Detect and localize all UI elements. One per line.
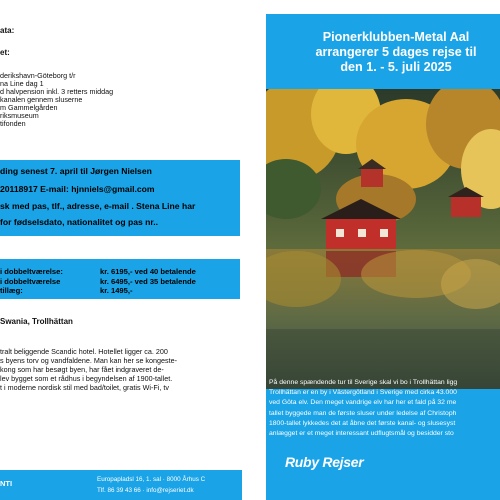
- booking-line: 20118917 E-mail: hjnniels@gmail.com: [0, 184, 155, 194]
- list-item: na Line dag 1: [0, 79, 44, 88]
- info-heading: ata:: [0, 26, 15, 35]
- list-item: d halvpension inkl. 3 retters middag: [0, 87, 114, 96]
- list-item: kanalen gennem sluserne: [0, 95, 83, 104]
- page-title: [266, 30, 500, 75]
- text-line: På denne spændende tur til Sverige skal vi bo i Trollhättan ligg: [269, 379, 458, 386]
- text-line: ved Göta elv. Den meget vandrige elv har her et fald på 32 me: [269, 399, 457, 407]
- text-line: lev bygget som et rådhus i begyndelsen af 1900-tallet.: [0, 374, 173, 383]
- lake-village-illustration: [266, 89, 500, 389]
- left-panel: [0, 0, 242, 500]
- footer-logo: NTI: [0, 479, 13, 488]
- program-heading: et:: [0, 48, 10, 57]
- price-value: kr. 6195,- ved 40 betalende: [100, 267, 196, 276]
- list-item: riksmuseum: [0, 111, 39, 120]
- list-item: tifonden: [0, 119, 26, 128]
- price-value: kr. 1495,-: [100, 286, 133, 295]
- title-line: den 1. - 5. juli 2025: [340, 60, 452, 74]
- text-line: 1800-tallet lykkedes det at åbne det første kanal- og slusesyst: [269, 419, 456, 427]
- price-label: tillæg:: [0, 286, 23, 295]
- text-line: kong som har besøgt byen, har fået indgraveret de-: [0, 365, 164, 374]
- right-panel: [266, 14, 500, 500]
- text-line: anlægget er et meget interessant udflugtsmål og besidder sto: [269, 430, 454, 438]
- text-line: s byens torv og vandfaldene. Man kan her se kongeste-: [0, 356, 177, 365]
- text-line: tralt beliggende Scandic hotel. Hotellet ligger ca. 200: [0, 347, 168, 356]
- footer-contact: Tlf. 86 39 43 66 · info@rejseriet.dk: [97, 487, 194, 494]
- hotel-heading: Swania, Trollhättan: [0, 317, 73, 326]
- list-item: m Gammelgården: [0, 103, 58, 112]
- booking-line: for fødselsdato, nationalitet og pas nr..: [0, 217, 159, 227]
- text-line: t i moderne nordisk stil med bad/toilet, gratis Wi-Fi, tv: [0, 383, 169, 392]
- price-label: i dobbeltværelse: [0, 277, 61, 286]
- booking-line: sk med pas, tlf., adresse, e-mail . Stena Line har: [0, 201, 196, 211]
- list-item: derikshavn-Göteborg t/r: [0, 71, 76, 80]
- title-line: arrangerer 5 dages rejse til: [315, 45, 477, 59]
- trip-description: [269, 378, 500, 439]
- text-line: tallet byggede man de første sluser under ledelse af Christoph: [269, 409, 457, 417]
- price-box: [0, 259, 240, 299]
- footer-address: Europapladsl 16, 1. sal · 8000 Århus C: [97, 476, 206, 483]
- title-line: Pionerklubben-Metal Aal: [322, 30, 470, 44]
- brand-logo: Ruby Rejser: [285, 454, 364, 470]
- lake-village-photo: [266, 89, 500, 389]
- text-line: Trollhättan er en by i Västergötland i Sverige med cirka 43.000: [269, 389, 457, 397]
- footer-bar: [0, 470, 242, 500]
- booking-line: ding senest 7. april til Jørgen Nielsen: [0, 166, 152, 176]
- price-label: i dobbeltværelse:: [0, 267, 63, 276]
- price-value: kr. 6495,- ved 35 betalende: [100, 277, 196, 286]
- booking-box: [0, 160, 240, 236]
